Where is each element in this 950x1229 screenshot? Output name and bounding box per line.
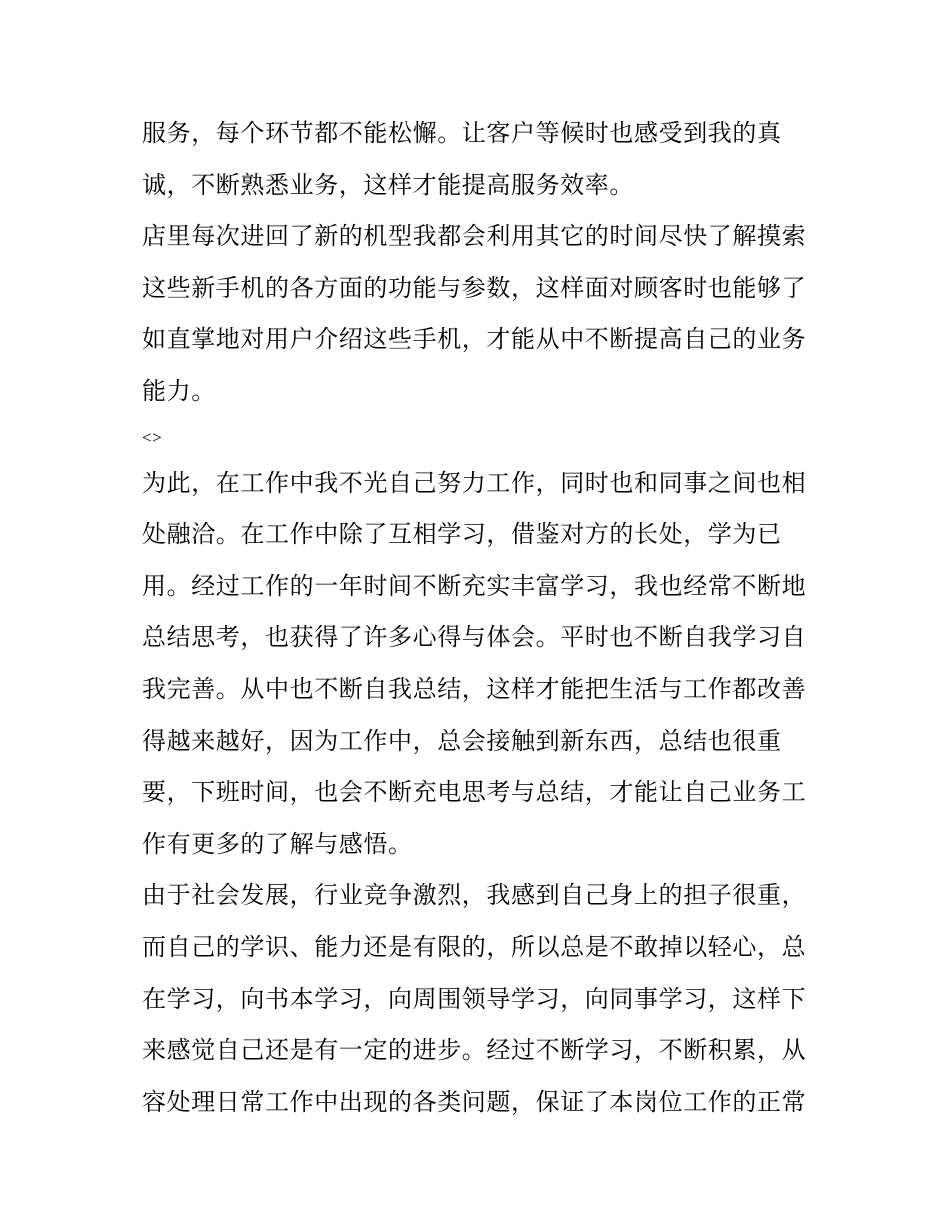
body-text — [142, 108, 822, 1128]
text-line: 而自己的学识、能力还是有限的，所以总是不敢掉以轻心，总 — [142, 932, 807, 961]
text-line: 要，下班时间，也会不断充电思考与总结，才能让自己业务工 — [142, 778, 807, 807]
text-line: 如直掌地对用户介绍这些手机，才能从中不断提高自己的业务 — [142, 325, 807, 354]
text-line: 店里每次进回了新的机型我都会利用其它的时间尽快了解摸索 — [142, 222, 807, 251]
text-line: 来感觉自己还是有一定的进步。经过不断学习，不断积累，从 — [142, 1036, 807, 1065]
text-line: 我完善。从中也不断自我总结，这样才能把生活与工作都改善 — [142, 674, 807, 703]
text-line: 作有更多的了解与感悟。 — [142, 829, 413, 858]
text-line: 得越来越好，因为工作中，总会接触到新东西，总结也很重 — [142, 726, 782, 755]
text-line: 能力。 — [142, 376, 216, 405]
text-line: 总结思考，也获得了许多心得与体会。平时也不断自我学习自 — [142, 623, 807, 652]
text-line: 为此，在工作中我不光自己努力工作，同时也和同事之间也相 — [142, 468, 807, 497]
text-line: 服务，每个环节都不能松懈。让客户等候时也感受到我的真 — [142, 119, 782, 147]
text-line: 诚，不断熟悉业务，这样才能提高服务效率。 — [142, 170, 634, 199]
text-line: 由于社会发展，行业竞争激烈，我感到自己身上的担子很重， — [142, 881, 807, 910]
text-line: 这些新手机的各方面的功能与参数，这样面对顾客时也能够了 — [142, 273, 807, 302]
text-line: 容处理日常工作中出现的各类问题，保证了本岗位工作的正常 — [142, 1087, 807, 1116]
text-line: 处融洽。在工作中除了互相学习，借鉴对方的长处，学为已 — [142, 520, 782, 549]
text-line-marker: <> — [142, 427, 163, 447]
text-line: 用。经过工作的一年时间不断充实丰富学习，我也经常不断地 — [142, 571, 807, 600]
text-line: 在学习，向书本学习，向周围领导学习，向同事学习，这样下 — [142, 984, 807, 1013]
